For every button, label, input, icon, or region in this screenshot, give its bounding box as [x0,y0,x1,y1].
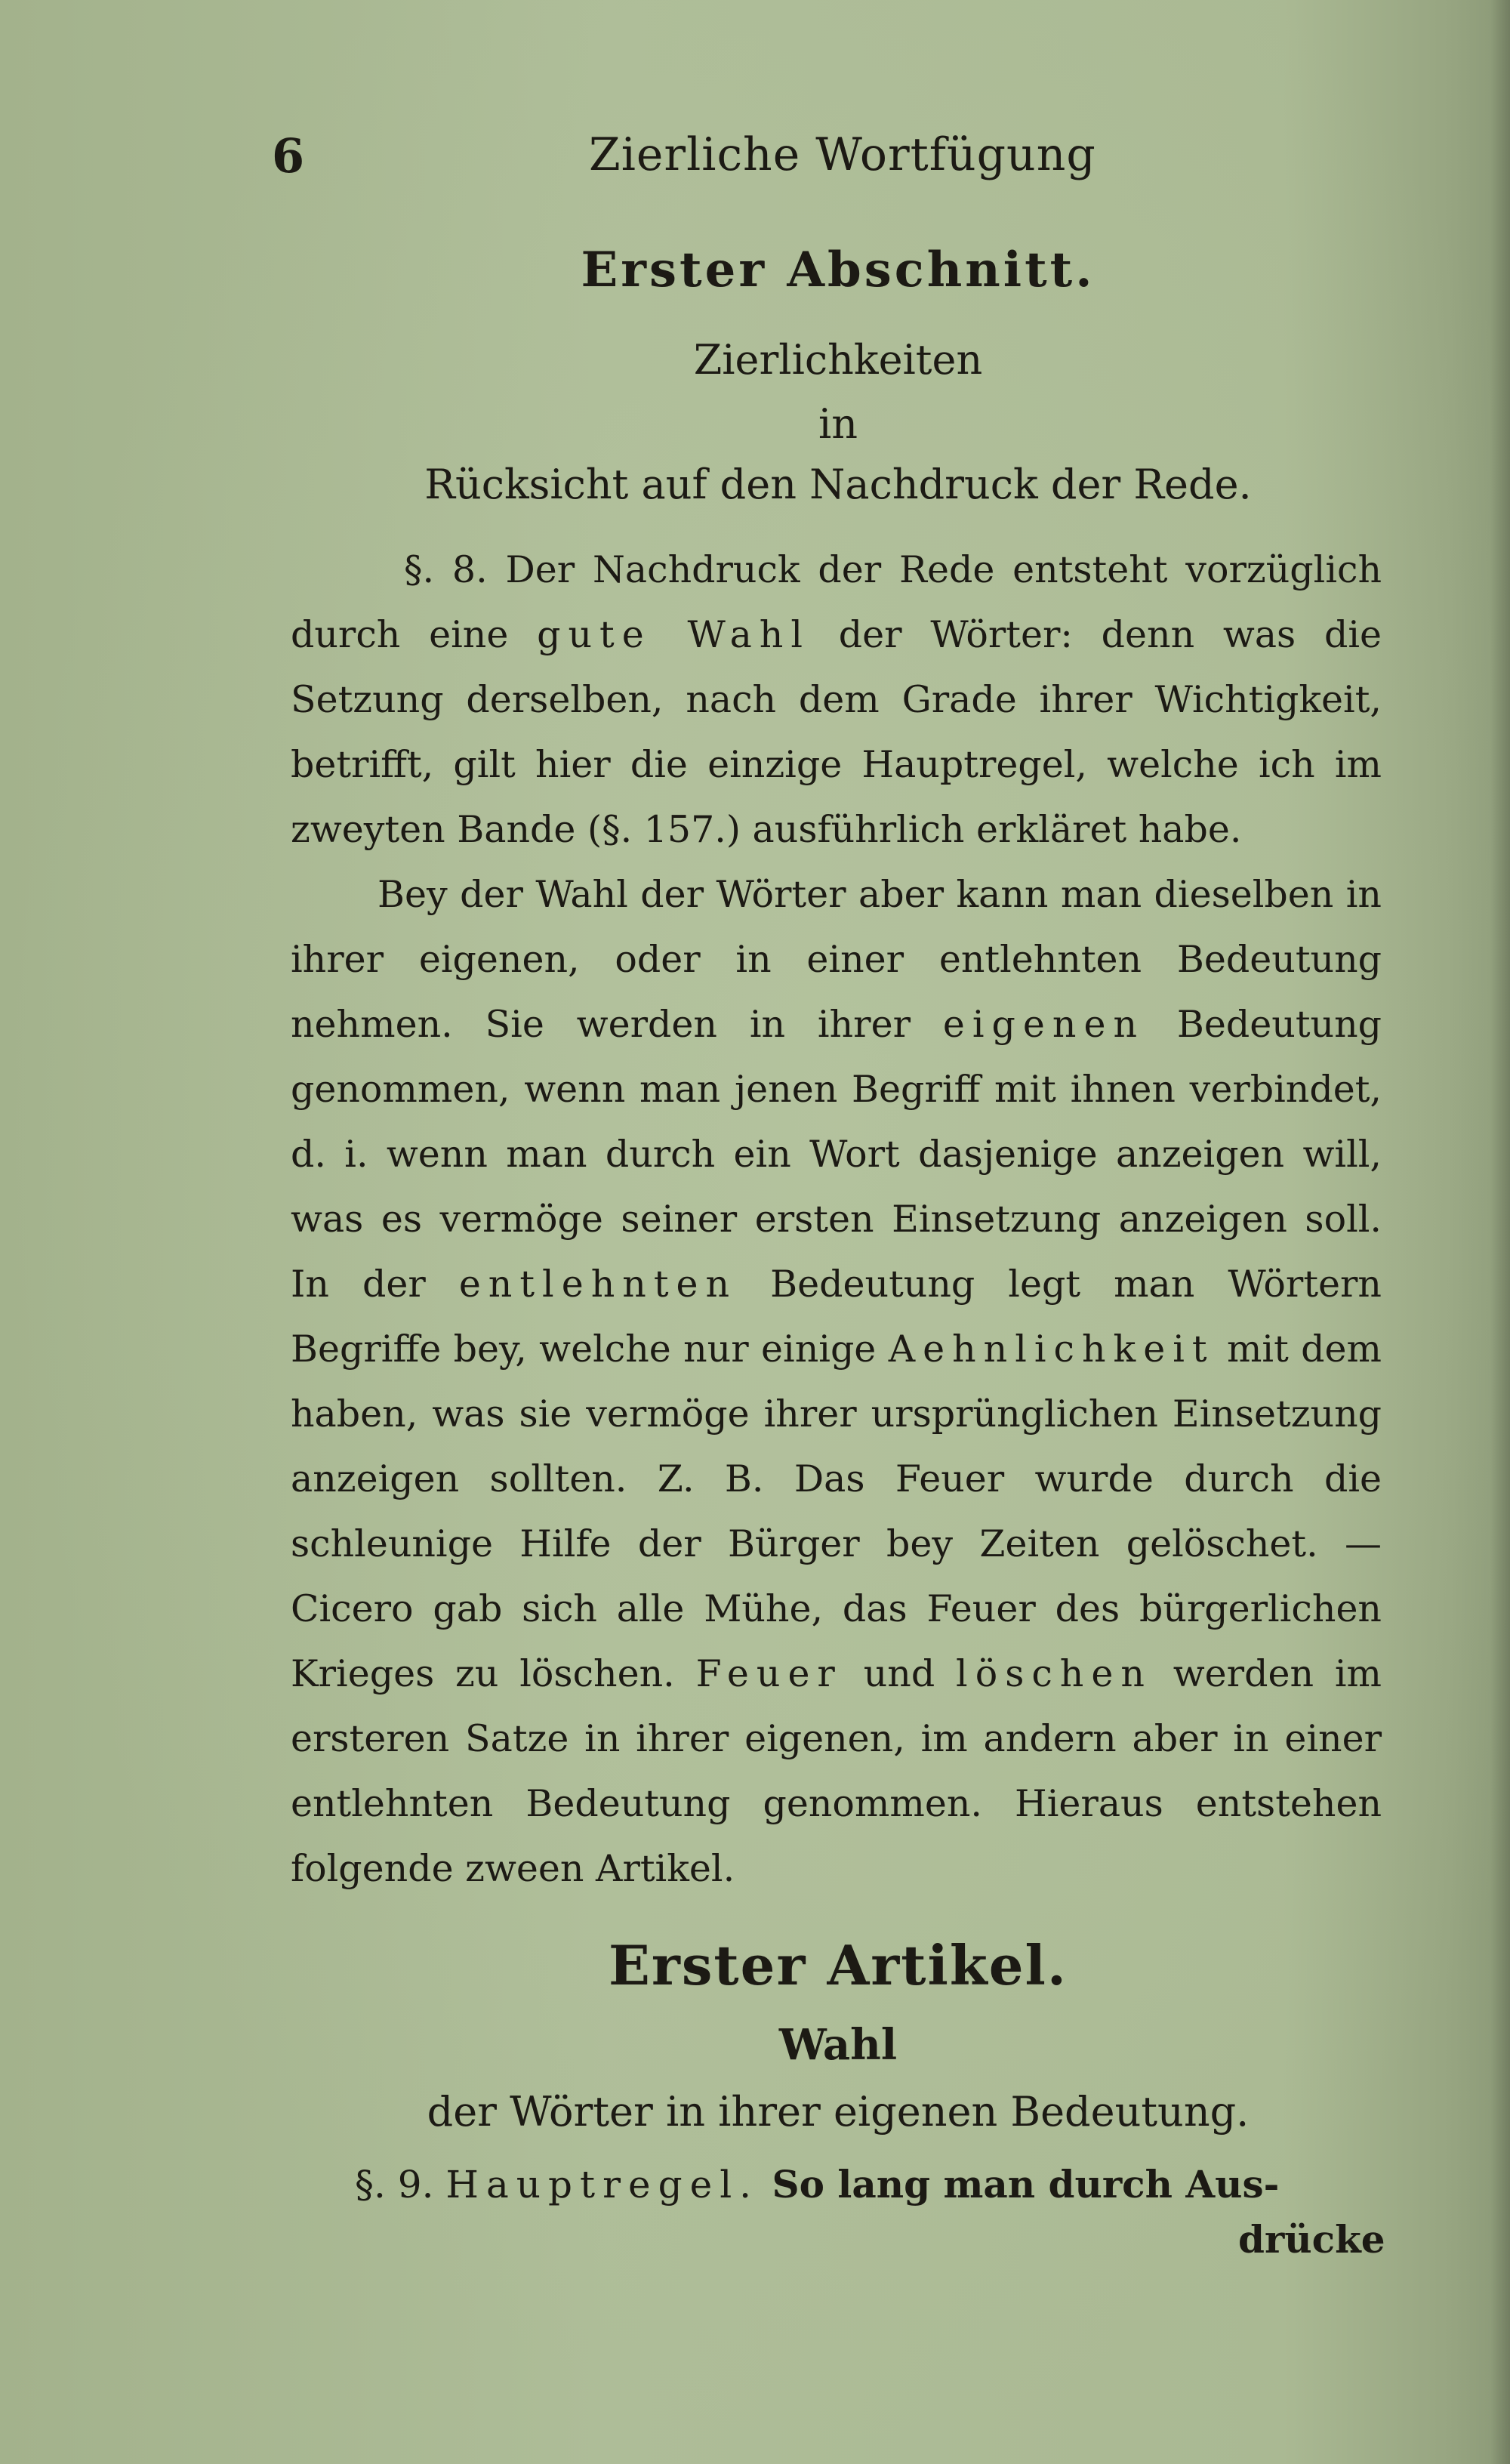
page-number: 6 [272,128,305,183]
section-subtitle-line1: Zierlichkeiten [693,336,983,384]
article-title: Erster Artikel. [609,1933,1068,1997]
paragraph-8-text: der Wörter: denn was die Setzung derselben, nach dem Grade ihrer Wichtigkeit, betrifft, gilt hier die einzige Hauptregel, welche ich im zweyten Bande (§. 157.) ausführlich erkläret habe. [291,613,1382,851]
paragraph-2-part1: Bey der Wahl der Wörter aber kann man dieselben in ihrer eigenen, oder in einer entlehnten Bedeutung nehmen. Sie werden in ihrer [291,873,1382,1046]
spaced-term-loeschen: löschen [956,1652,1152,1695]
article-subtitle-line1: Wahl [778,2020,898,2070]
paragraph-2-part4: mit dem haben, was sie vermöge ihrer ursprünglichen Einsetzung anzeigen sollten. Z. B. Das Feuer wurde durch die schleunige Hilfe der Bürger bey Zeiten gelöschet. — Cicero gab sich alle Mühe, das Feuer des bürgerlichen Krieges zu löschen. [291,1328,1382,1695]
paragraph-2-part2: Bedeutung genommen, wenn man jenen Begriff mit ihnen verbindet, d. i. wenn man durch ein Wort dasjenige anzeigen will, was es vermöge seiner ersten Einsetzung anzeigen soll. In der [291,1003,1382,1306]
paragraph-8-lead: §. 8. Der Nachdruck der Rede entsteht vorzüglich durch eine [291,548,1382,656]
page-edge-shadow [1490,0,1510,2464]
paragraph-2-part5: und [842,1652,957,1695]
section-subtitle-line2: in [818,400,858,448]
catchword: drücke [1238,2217,1385,2262]
paragraph-bey-der-wahl [291,862,1382,1901]
spaced-term-hauptregel: Hauptregel. [445,2163,760,2206]
running-title: Zierliche Wortfügung [589,128,1096,181]
spaced-term-gute-wahl: gute Wahl [537,613,811,656]
section-title: Erster Abschnitt. [581,242,1096,298]
paragraph-2-part6: werden im ersteren Satze in ihrer eigenen, im andern aber in einer entlehnten Bedeutung genommen. Hieraus entstehen folgende zween Artikel. [291,1652,1382,1890]
article-subtitle-line2: der Wörter in ihrer eigenen Bedeutung. [427,2088,1250,2136]
spaced-term-entlehnten: entlehnten [458,1263,738,1306]
paragraph-9-text: So lang man durch Aus- [759,2162,1280,2206]
paragraph-2-part3: Bedeutung legt man Wörtern Begriffe bey, welche nur einige [291,1263,1382,1371]
paragraph-9-lead: §. 9. [355,2163,446,2206]
spaced-term-aehnlichkeit: Aehnlichkeit [888,1328,1215,1371]
paragraph-8 [291,538,1382,862]
running-head [272,128,1389,211]
spaced-term-feuer: Feuer [695,1652,843,1695]
spaced-term-eigenen: eigenen [942,1003,1145,1046]
paragraph-9 [355,2152,1382,2217]
section-subtitle-line3: Rücksicht auf den Nachdruck der Rede. [424,461,1252,508]
